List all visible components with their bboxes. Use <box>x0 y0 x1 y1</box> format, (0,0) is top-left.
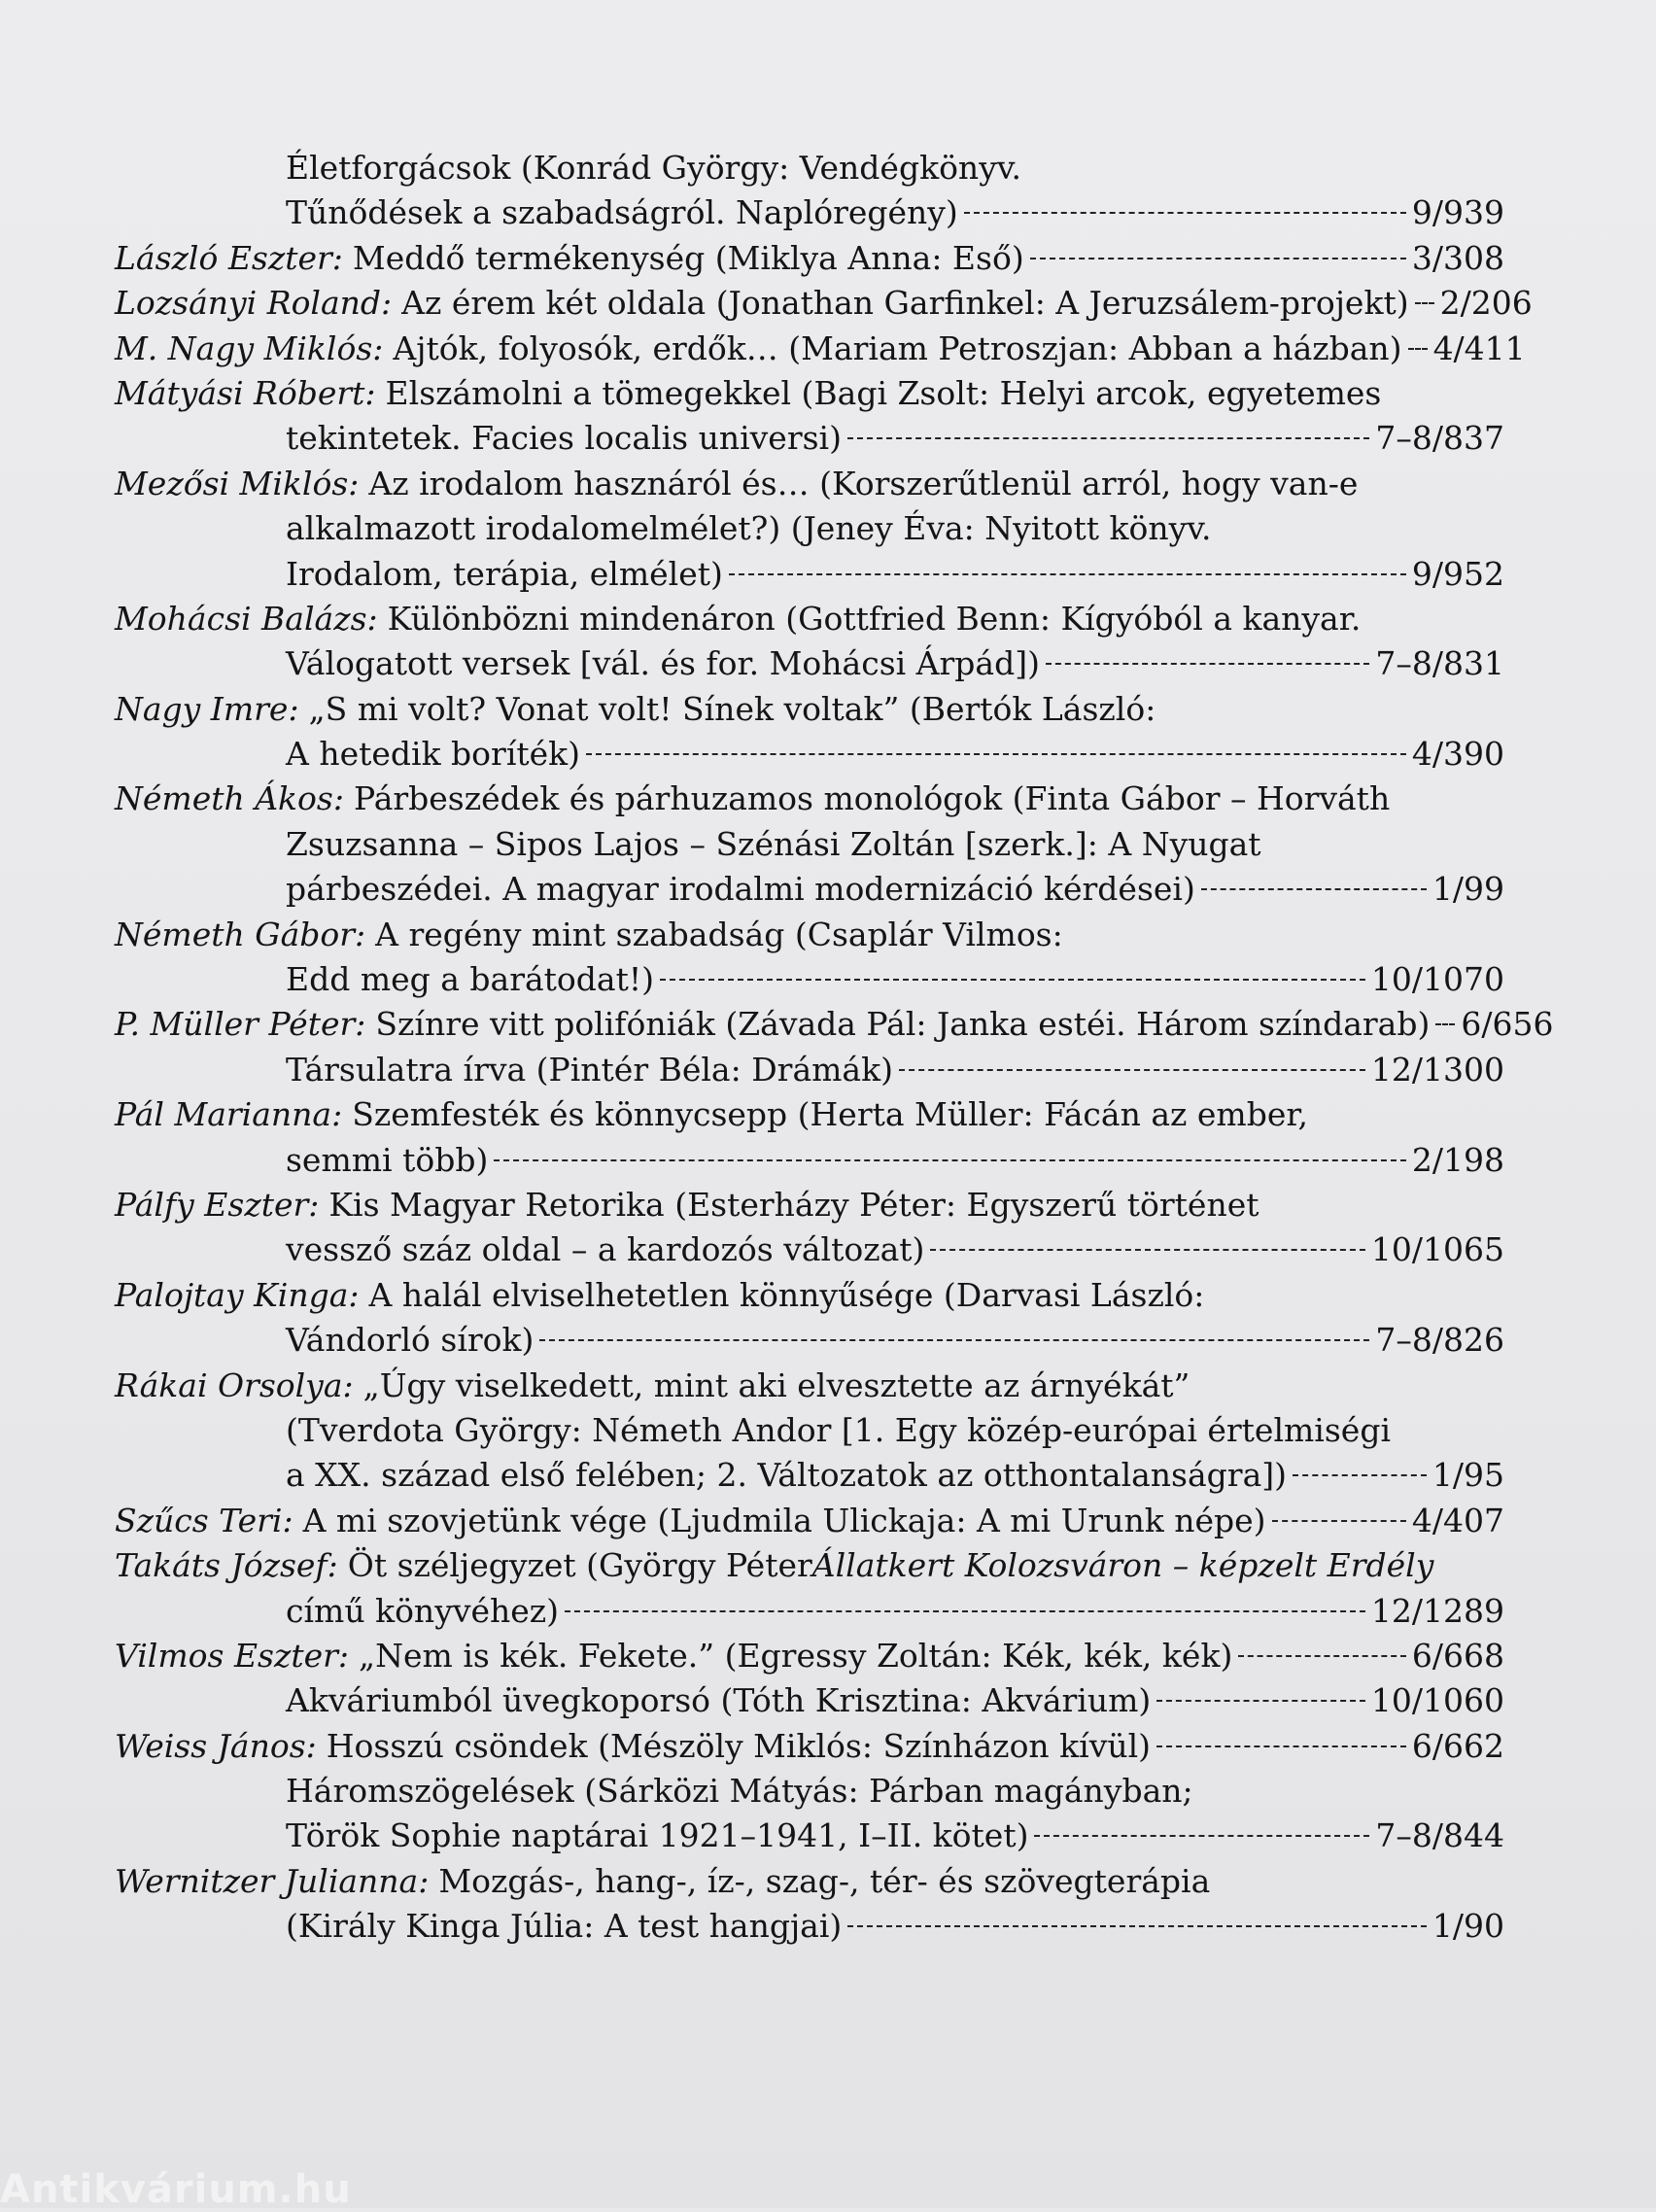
toc-line <box>115 1499 1504 1543</box>
dot-leader <box>660 979 1365 981</box>
author-name: Lozsányi Roland: <box>115 284 393 323</box>
entry-title: Elszámolni a tömegekkel (Bagi Zsolt: Helyi arcok, egyetemes <box>385 373 1382 412</box>
author-name: Pálfy Eszter: <box>115 1185 320 1224</box>
entry-title: Vándorló sírok) <box>286 1321 535 1360</box>
author-name: Pál Marianna: <box>115 1095 343 1134</box>
entry-title: Akváriumból üvegkoporsó (Tóth Krisztina: Akvárium) <box>286 1681 1152 1720</box>
toc-entry <box>115 1002 1554 1092</box>
issue-page-reference: 1/99 <box>1432 870 1504 909</box>
author-name: Palojtay Kinga: <box>115 1275 360 1314</box>
issue-page-reference: 7–8/831 <box>1375 644 1504 683</box>
toc-line <box>115 1092 1504 1137</box>
toc-line <box>115 641 1504 686</box>
entry-title: Az érem két oldala (Jonathan Garfinkel: A Jeruzsálem-projekt) <box>401 284 1409 323</box>
author-name: Wernitzer Julianna: <box>115 1861 430 1900</box>
toc-entry <box>115 281 1533 326</box>
author-name: Rákai Orsolya: <box>115 1365 354 1404</box>
entry-title: Irodalom, terápia, elmélet) <box>286 554 723 593</box>
toc-line <box>115 1183 1504 1227</box>
dot-leader <box>729 573 1406 575</box>
issue-page-reference: 3/308 <box>1411 238 1504 277</box>
author-name: Németh Gábor: <box>115 915 366 953</box>
toc-line <box>115 1318 1504 1363</box>
author-name: M. Nagy Miklós: <box>115 328 384 367</box>
entry-title: a XX. század első felében; 2. Változatok az otthontalanságra]) <box>286 1456 1287 1495</box>
entry-title: Színre vitt polifóniák (Závada Pál: Janka estéi. Három színdarab) <box>375 1005 1431 1044</box>
toc-entry <box>115 1183 1504 1273</box>
entry-title: A halál elviselhetetlen könnyűsége (Darvasi László: <box>368 1275 1205 1314</box>
toc-entry <box>115 1364 1504 1499</box>
entry-title: Különbözni mindenáron (Gottfried Benn: Kígyóból a kanyar. <box>387 599 1362 638</box>
entry-title: semmi több) <box>286 1140 489 1179</box>
entry-title: „S mi volt? Vonat volt! Sínek voltak” (Bertók László: <box>308 689 1156 728</box>
toc-line <box>115 1002 1554 1047</box>
entry-title: Ajtók, folyosók, erdők… (Mariam Petroszjan: Abban a házban) <box>393 328 1402 367</box>
toc-entry <box>115 1859 1504 1950</box>
entry-title: Párbeszédek és párhuzamos monológok (Finta Gábor – Horváth <box>353 779 1391 818</box>
toc-entry <box>115 327 1526 371</box>
toc-entry <box>115 597 1504 687</box>
entry-title: alkalmazott irodalomelmélet?) (Jeney Éva: Nyitott könyv. <box>286 509 1212 548</box>
dot-leader <box>964 212 1406 214</box>
author-name: Takáts József: <box>115 1546 338 1585</box>
entry-title: Edd meg a barátodat!) <box>286 960 655 999</box>
dot-leader <box>1435 1023 1455 1025</box>
toc-line <box>115 1543 1504 1588</box>
entry-title: párbeszédei. A magyar irodalmi modernizáció kérdései) <box>286 870 1195 909</box>
author-name: Mohácsi Balázs: <box>115 599 378 638</box>
dot-leader <box>1293 1474 1427 1476</box>
entry-title: Török Sophie naptárai 1921–1941, I–II. kötet) <box>286 1816 1029 1855</box>
entry-title: tekintetek. Facies localis universi) <box>286 419 842 458</box>
author-name: Nagy Imre: <box>115 689 299 728</box>
issue-page-reference: 4/407 <box>1411 1501 1504 1539</box>
toc-line <box>115 371 1504 416</box>
toc-line <box>115 1678 1504 1723</box>
issue-page-reference: 9/952 <box>1411 554 1504 593</box>
toc-line <box>115 597 1504 641</box>
author-name: P. Müller Péter: <box>115 1005 366 1044</box>
toc-line <box>115 1724 1504 1769</box>
entry-title: Öt széljegyzet (György Péter <box>347 1546 812 1585</box>
issue-page-reference: 4/411 <box>1432 328 1526 367</box>
toc-line <box>115 1227 1504 1272</box>
dot-leader <box>1156 1700 1365 1702</box>
entry-title: Hosszú csöndek (Mészöly Miklós: Színházon kívül) <box>326 1726 1152 1765</box>
toc-line <box>115 1364 1504 1408</box>
dot-leader <box>539 1339 1369 1341</box>
toc-entry <box>115 1092 1504 1183</box>
dot-leader <box>1238 1655 1406 1657</box>
issue-page-reference: 7–8/844 <box>1375 1816 1504 1855</box>
entry-title: Meddő termékenység (Miklya Anna: Eső) <box>352 238 1024 277</box>
toc-line <box>115 1904 1504 1949</box>
dot-leader <box>1415 302 1434 304</box>
toc-entry <box>115 913 1504 1003</box>
entry-title: (Király Kinga Júlia: A test hangjai) <box>286 1907 843 1946</box>
issue-page-reference: 7–8/826 <box>1375 1321 1504 1360</box>
entry-title: Háromszögelések (Sárközi Mátyás: Párban magányban; <box>286 1772 1193 1811</box>
toc-entry <box>115 146 1504 236</box>
toc-line <box>115 281 1533 326</box>
toc-entry <box>115 1543 1504 1634</box>
toc-entry <box>115 1634 1504 1724</box>
dot-leader <box>930 1249 1365 1251</box>
toc-line <box>115 552 1504 597</box>
author-name: Vilmos Eszter: <box>115 1636 350 1675</box>
issue-page-reference: 12/1289 <box>1370 1591 1504 1630</box>
entry-title: Válogatott versek [vál. és for. Mohácsi Árpád]) <box>286 644 1040 683</box>
toc-line <box>115 1453 1504 1498</box>
entry-title: Életforgácsok (Konrád György: Vendégkönyv. <box>286 149 1022 187</box>
entry-title: A mi szovjetünk vége (Ljudmila Ulickaja: A mi Urunk népe) <box>302 1501 1266 1539</box>
author-name: Szűcs Teri: <box>115 1501 293 1539</box>
entry-title-italic: Állatkert Kolozsváron – képzelt Erdély <box>811 1546 1434 1585</box>
author-name: Weiss János: <box>115 1726 317 1765</box>
toc-line <box>115 327 1526 371</box>
dot-leader <box>899 1069 1365 1071</box>
entry-title: Mozgás-, hang-, íz-, szag-, tér- és szövegterápia <box>438 1861 1211 1900</box>
toc-line <box>115 777 1504 821</box>
dot-leader <box>847 437 1369 439</box>
toc-entry <box>115 777 1504 912</box>
toc-line <box>115 236 1504 281</box>
toc-line <box>115 416 1504 461</box>
issue-page-reference: 10/1060 <box>1370 1681 1504 1720</box>
entry-title: A hetedik boríték) <box>286 735 581 774</box>
dot-leader <box>1201 888 1427 890</box>
entry-title: Szemfesték és könnycsepp (Herta Müller: Fácán az ember, <box>352 1095 1308 1134</box>
dot-leader <box>586 753 1406 755</box>
toc-line <box>115 822 1504 867</box>
toc-line <box>115 687 1504 732</box>
issue-page-reference: 2/206 <box>1439 284 1533 323</box>
toc-entry <box>115 462 1504 597</box>
entry-title: A regény mint szabadság (Csaplár Vilmos: <box>375 915 1063 953</box>
toc-line <box>115 1814 1504 1858</box>
dot-leader <box>1046 663 1369 665</box>
issue-page-reference: 6/656 <box>1461 1005 1554 1044</box>
issue-page-reference: 10/1065 <box>1370 1230 1504 1269</box>
table-of-contents <box>115 146 1554 1950</box>
entry-title: vessző száz oldal – a kardozós változat) <box>286 1230 925 1269</box>
author-name: Mezősi Miklós: <box>115 464 360 502</box>
entry-title: „Nem is kék. Fekete.” (Egressy Zoltán: Kék, kék, kék) <box>359 1636 1233 1675</box>
toc-entry <box>115 371 1504 462</box>
dot-leader <box>1030 258 1406 259</box>
toc-line <box>115 1859 1504 1904</box>
watermark: Antikvárium.hu <box>0 2167 352 2212</box>
toc-line <box>115 957 1504 1002</box>
toc-line <box>115 1408 1504 1453</box>
issue-page-reference: 6/662 <box>1411 1726 1504 1765</box>
dot-leader <box>1034 1835 1369 1837</box>
issue-page-reference: 1/95 <box>1432 1456 1504 1495</box>
dot-leader <box>565 1610 1365 1612</box>
toc-line <box>115 146 1504 190</box>
issue-page-reference: 4/390 <box>1411 735 1504 774</box>
issue-page-reference: 1/90 <box>1432 1907 1504 1946</box>
toc-line <box>115 1769 1504 1814</box>
toc-line <box>115 1273 1504 1318</box>
toc-line <box>115 506 1504 551</box>
dot-leader <box>1272 1520 1406 1522</box>
toc-entry <box>115 687 1504 778</box>
dot-leader <box>494 1159 1406 1161</box>
issue-page-reference: 6/668 <box>1411 1636 1504 1675</box>
entry-title: című könyvéhez) <box>286 1591 560 1630</box>
toc-line <box>115 190 1504 235</box>
author-name: Mátyási Róbert: <box>115 373 376 412</box>
entry-title: Az irodalom hasznáról és… (Korszerűtlenül arról, hogy van-e <box>368 464 1359 502</box>
issue-page-reference: 10/1070 <box>1370 960 1504 999</box>
toc-entry <box>115 1724 1504 1859</box>
toc-line <box>115 867 1504 912</box>
entry-title: Társulatra írva (Pintér Béla: Drámák) <box>286 1050 893 1089</box>
toc-line <box>115 1589 1504 1634</box>
entry-title: Zsuzsanna – Sipos Lajos – Szénási Zoltán [szerk.]: A Nyugat <box>286 824 1261 863</box>
toc-line <box>115 1634 1504 1678</box>
toc-entry <box>115 236 1504 281</box>
issue-page-reference: 2/198 <box>1411 1140 1504 1179</box>
toc-entry <box>115 1273 1504 1364</box>
dot-leader <box>1408 348 1428 350</box>
toc-line <box>115 1138 1504 1183</box>
entry-title: „Úgy viselkedett, mint aki elvesztette az árnyékát” <box>362 1365 1190 1404</box>
toc-line <box>115 913 1504 957</box>
entry-title: (Tverdota György: Németh Andor [1. Egy közép-európai értelmiségi <box>286 1410 1392 1449</box>
author-name: Németh Ákos: <box>115 779 344 818</box>
dot-leader <box>1156 1745 1406 1747</box>
toc-entry <box>115 1499 1504 1543</box>
toc-line <box>115 1048 1504 1092</box>
issue-page-reference: 7–8/837 <box>1375 419 1504 458</box>
toc-line <box>115 732 1504 777</box>
issue-page-reference: 9/939 <box>1411 193 1504 232</box>
entry-title: Kis Magyar Retorika (Esterházy Péter: Egyszerű történet <box>328 1185 1259 1224</box>
entry-title: Tűnődések a szabadságról. Naplóregény) <box>286 193 958 232</box>
toc-line <box>115 462 1504 506</box>
author-name: László Eszter: <box>115 238 343 277</box>
dot-leader <box>847 1925 1427 1927</box>
issue-page-reference: 12/1300 <box>1370 1050 1504 1089</box>
